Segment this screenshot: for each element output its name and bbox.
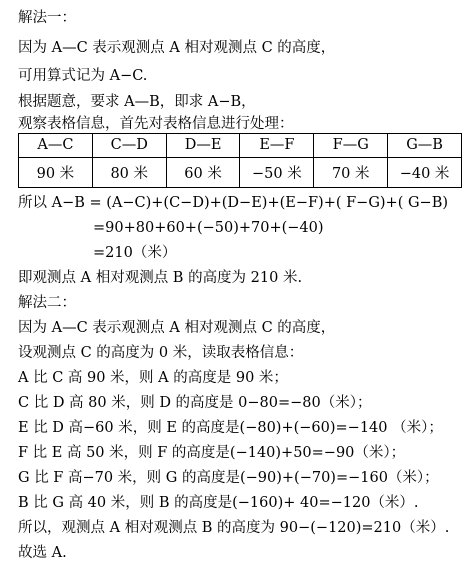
line-solution-1-heading: 解法一： — [18, 10, 76, 26]
table-value-cell: −50 米 — [240, 157, 314, 187]
line-solution-2-heading: 解法二： — [18, 295, 76, 311]
line-set-c-zero: 设观测点 C 的高度为 0 米，读取表格信息： — [18, 345, 304, 361]
line-observe-table: 观察表格信息，首先对表格信息进行处理： — [18, 116, 294, 132]
line-find-ab: 根据题意，要求 A—B，即求 A−B， — [18, 94, 256, 110]
table-header-cell: A—C — [19, 134, 93, 158]
table-value-cell: −40 米 — [388, 157, 462, 187]
line-height-d: C 比 D 高 80 米，则 D 的高度是 0−80=−80（米）； — [18, 395, 372, 411]
line-height-e: E 比 D 高−60 米，则 E 的高度是(−80)+(−60)=−140 （米）； — [18, 420, 443, 436]
line-conclusion-2: 所以，观测点 A 相对观测点 B 的高度为 90−(−120)=210（米）. — [18, 520, 450, 536]
line-ac-expression: 可用算式记为 A−C. — [18, 68, 148, 84]
line-answer: 故选 A. — [18, 545, 67, 561]
calc-line-sum: =90+80+60+(−50)+70+(−40) — [93, 220, 324, 236]
table-header-row — [19, 134, 462, 158]
table-value-cell: 80 米 — [92, 157, 166, 187]
table-header-cell: F—G — [314, 134, 388, 158]
calc-line-result: =210（米） — [93, 245, 177, 261]
line-ac-meaning-2: 因为 A—C 表示观测点 A 相对观测点 C 的高度， — [18, 320, 336, 336]
table-value-cell: 70 米 — [314, 157, 388, 187]
table-header-cell: G—B — [388, 134, 462, 158]
table-header-cell: C—D — [92, 134, 166, 158]
table-value-row — [19, 157, 462, 187]
table-value-cell: 60 米 — [166, 157, 240, 187]
table-header-cell: E—F — [240, 134, 314, 158]
height-difference-table — [18, 133, 462, 188]
line-ac-meaning: 因为 A—C 表示观测点 A 相对观测点 C 的高度， — [18, 40, 336, 56]
line-height-a: A 比 C 高 90 米，则 A 的高度是 90 米； — [18, 370, 288, 386]
line-height-b: B 比 G 高 40 米，则 B 的高度是(−160)+ 40=−120（米）. — [18, 495, 419, 511]
table-value-cell: 90 米 — [19, 157, 93, 187]
calc-line-formula: 所以 A−B = (A−C)+(C−D)+(D−E)+(E−F)+( F−G)+( G−B) — [18, 195, 449, 211]
line-height-g: G 比 F 高−70 米，则 G 的高度是(−90)+(−70)=−160（米）； — [18, 470, 439, 486]
line-height-f: F 比 E 高 50 米，则 F 的高度是(−140)+50=−90（米）； — [18, 445, 406, 461]
table-header-cell: D—E — [166, 134, 240, 158]
line-conclusion-1: 即观测点 A 相对观测点 B 的高度为 210 米. — [18, 270, 303, 286]
